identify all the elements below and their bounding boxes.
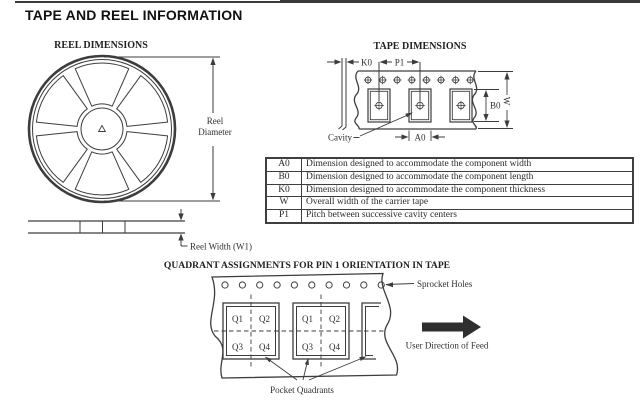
sprocket-holes-label: Sprocket Holes: [417, 279, 473, 289]
arrowhead-right-icon: [412, 59, 420, 64]
arrowhead-right-icon: [335, 59, 342, 64]
pocket-centerlines: [214, 295, 385, 368]
tape-edge-profile: [339, 58, 347, 130]
dimension-description: Overall width of the carrier tape: [302, 197, 634, 210]
reel-width-label: Reel Width (W1): [190, 241, 252, 252]
reel-outer-rim: [29, 56, 175, 202]
pocket1-q2-label: Q2: [259, 314, 270, 324]
sprocket-holes-callout: [386, 279, 473, 289]
quadrant-heading: QUADRANT ASSIGNMENTS FOR PIN 1 ORIENTATION IN TAPE: [163, 260, 451, 271]
dimension-code: A0: [266, 158, 302, 171]
quadrant-tape-outline: [211, 274, 398, 379]
dimension-code: W: [266, 197, 302, 210]
reel-inner-rim: [33, 60, 172, 199]
dimension-description: Pitch between successive cavity centers: [302, 210, 634, 223]
page-title: TAPE AND REEL INFORMATION: [25, 7, 243, 23]
table-row: [266, 197, 633, 210]
table-row: [266, 210, 633, 223]
b0-dimension: [474, 90, 501, 122]
pocket1-q3-label: Q3: [232, 342, 243, 352]
dimension-code: P1: [266, 210, 302, 223]
arrowhead-down-icon: [210, 193, 215, 201]
pin1-triangle-icon: [99, 126, 106, 132]
dimension-code: K0: [266, 184, 302, 197]
pocket-quadrants-label: Pocket Quadrants: [270, 385, 334, 395]
reel-hub: [81, 108, 123, 150]
p1-label: P1: [394, 57, 405, 68]
reel-side-view: [28, 209, 252, 252]
w-label: W: [501, 96, 512, 106]
cavity-label: Cavity: [328, 132, 352, 143]
pocket1-q1-label: Q1: [232, 314, 243, 324]
tape-dimensions-heading: TAPE DIMENSIONS: [373, 41, 467, 52]
arrowhead-left-icon: [380, 59, 388, 64]
table-row: [266, 184, 633, 197]
reel-front-view: [29, 40, 175, 202]
reel-spoke-sectors: [36, 63, 167, 195]
a0-dimension: [395, 131, 445, 143]
feed-direction-arrow-icon: [422, 316, 481, 339]
tape-dimension-drawing: [327, 41, 513, 143]
arrowhead-down-icon: [178, 214, 183, 221]
dimension-description: Dimension designed to accommodate the component length: [302, 171, 634, 184]
tape-sprocket-holes: [364, 76, 475, 84]
pocket2-q1-label: Q1: [302, 314, 313, 324]
reel-dimensions-heading: REEL DIMENSIONS: [54, 40, 148, 51]
pocket2-q2-label: Q2: [329, 314, 340, 324]
k0-label: K0: [361, 57, 372, 68]
table-row: [266, 158, 633, 171]
pocket2-q3-label: Q3: [302, 342, 313, 352]
dimension-legend-table: [265, 157, 634, 224]
b0-label: B0: [490, 100, 501, 111]
arrowhead-up-icon: [178, 234, 183, 241]
pocket2-q4-label: Q4: [329, 342, 340, 352]
dimension-code: B0: [266, 171, 302, 184]
quadrant-sprocket-holes: [222, 282, 384, 288]
arrowhead-left-icon: [386, 282, 394, 287]
quadrant-tape-drawing: [164, 260, 489, 395]
dimension-description: Dimension designed to accommodate the component width: [302, 158, 634, 171]
arrowhead-up-icon: [210, 58, 215, 66]
arrowhead-left-icon: [347, 59, 354, 64]
feed-direction-label: User Direction of Feed: [405, 340, 489, 351]
dimension-description: Dimension designed to accommodate the component thickness: [302, 184, 634, 197]
reel-diameter-label-line2: Diameter: [198, 127, 232, 137]
table-row: [266, 171, 633, 184]
pocket1-q4-label: Q4: [259, 342, 270, 352]
a0-label: A0: [414, 132, 426, 143]
reel-diameter-label-line1: Reel: [206, 116, 224, 126]
